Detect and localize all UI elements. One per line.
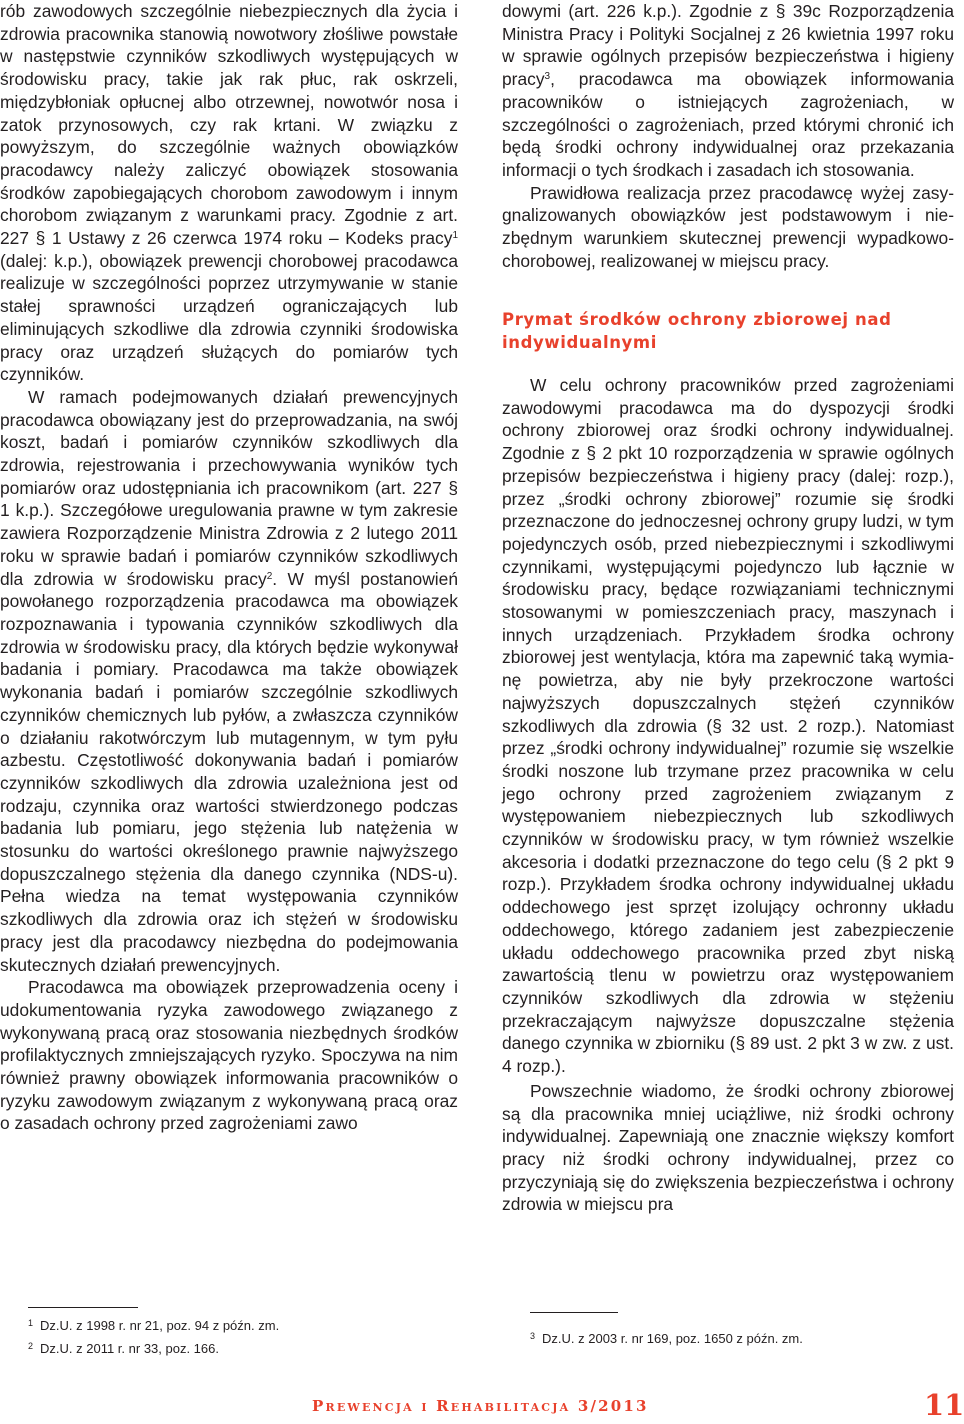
- footnotes-right: [530, 1326, 950, 1349]
- paragraph: [0, 0, 458, 386]
- footnote-text: Dz.U. z 1998 r. nr 21, poz. 94 z późn. zm.: [40, 1318, 280, 1333]
- paragraph: [502, 0, 954, 182]
- footnote-rule-right: [530, 1312, 618, 1313]
- journal-title: Prewencja i Rehabilitacja 3/2013: [312, 1397, 649, 1415]
- footnote-mark: 3: [530, 1331, 536, 1341]
- paragraph: Prawidłowa realizacja przez pracodawcę wyżej zasygnalizowanych obowiązków jest podstawowym i niezbędnym warunkiem skutecznej prewencji wypadkowo-chorobowej, realizowanej w miejscu pracy.: [502, 182, 954, 271]
- footnote-mark: 2: [28, 1341, 34, 1351]
- footnote-text: Dz.U. z 2011 r. nr 33, poz. 166.: [40, 1341, 219, 1356]
- paragraph: W celu ochrony pracowników przed zagrożeniami zawodowymi pracodawca ma do dyspozycji środki ochrony zbiorowej oraz środki ochrony indywidualnej. Zgodnie z § 2 pkt 10 rozporządzenia w sprawie ogólnych przepisów bezpieczeństwa i higieny pracy (dalej: rozp.), przez „środki ochrony zbiorowej” rozumie się środki przeznaczone do jednoczesnej ochrony grupy ludzi, w tym pojedynczych osób, przed niebezpiecznymi i szkodliwymi czynnikami, występującymi pojedynczo lub łącznie w środowisku pracy, będące rozwiązaniami technicznymi stosowanymi w pomieszczeniach pracy, maszynach i innych urządzeniach. Przykładem środka ochrony zbiorowej jest wentylacja, która ma zapewnić taką wymianę powietrza, aby nie były przekroczone wartości najwyższych dopuszczalnych stężeń czynników szkodliwych dla zdrowia (§ 32 ust. 2 rozp.). Natomiast przez „środki ochrony indywidualnej” rozumie się wszelkie środki noszone lub trzymane przez pracownika w celu jego ochrony przed zagrożeniem związanym z występowaniem niebezpiecznych lub szkodliwych czynników w środowisku pracy, w tym również wszelkie akcesoria i dodatki przeznaczone do tego celu (§ 2 pkt 9 rozp.). Przykładem środka ochrony indywidualnej układu oddechowego jest sprzęt izolujący ochronny układu oddechowego, którego zadaniem jest zabezpieczenie układu oddechowego pracownika przed zbyt niską zawartością tlenu w powietrzu oraz występowaniem czynników szkodliwych dla zdrowia w stężeniu przekraczającym najwyższe dopuszczalne stężenia danego czynnika w zbiorniku (§ 89 ust. 2 pkt 3 w zw. z ust. 4 rozp.).: [502, 375, 954, 1077]
- paragraph-text: (dalej: k.p.), obowiązek prewencji chorobowej pracodawca realizuje w szczególności poprzez utrzymywanie w stanie stałej sprawności urządzeń ograniczających lub eliminujących szkodliwe dla zdrowia czynniki środowiska pracy oraz urządzeń służących do pomiarów tych czynników.: [0, 250, 458, 385]
- paragraph-text: rób zawodowych szczególnie niebezpiecznych dla życia i zdrowia pracownika stanowią nowotwory złośliwe powstałe w następstwie czynników szkodliwych występujących w środowisku pracy, takie jak rak płuc, rak oskrzeli, międzybłoniak opłucnej albo otrzewnej, nowotwór nosa i zatok przynosowych, czy rak krtani. W związku z powyższym, do szczególnie ważnych obowiązków pracodawcy należy zaliczyć obowiązek stosowania środków zapobiegających chorobom zawodowym i innym chorobom związanym z warunkami pracy. Zgodnie z art. 227 § 1 Ustawy z 26 czerwca 1974 roku – Kodeks pracy: [0, 1, 458, 249]
- footnote-ref-2: 2: [266, 570, 273, 582]
- right-column-top: [502, 0, 954, 272]
- right-column-bottom: [502, 374, 954, 1216]
- paragraph-text: dowymi (art. 226 k.p.). Zgodnie z § 39c Rozporządzenia Ministra Pracy i Polityki Socjalnej z 26 kwietnia 1997 roku w sprawie ogólnych przepisów bezpieczeństwa i higieny pracy: [502, 1, 954, 90]
- page-number: 11: [924, 1388, 964, 1422]
- paragraph-text: W ramach podejmowanych działań prewencyjnych pracodawca obowiązany jest do przeprowadzania, na swój koszt, badań i pomiarów czynników szkodliwych dla zdrowia, rejestrowania i przechowywania wyników tych pomiarów oraz udostępniania ich pracownikom (art. 227 § 1 k.p.). Szczegółowe uregulowania prawne w tym zakresie zawiera Rozporządzenie Ministra Zdrowia z 2 lutego 2011 roku w sprawie badań i pomiarów czynników szkodliwych dla zdrowia w środowisku pracy: [0, 386, 458, 589]
- paragraph-text: , pracodawca ma obowiązek informowania pracowników o istniejących zagrożeniach, w szczególności o zagrożeniach, przed którymi chronić ich będą środki ochrony indywidualnej oraz przekazania informacji o tych środkach i zasadach ich stosowania.: [502, 69, 954, 180]
- page-footer: [0, 1388, 964, 1424]
- footnote-3: [530, 1326, 950, 1349]
- paragraph: Powszechnie wiadomo, że środki ochrony zbiorowej są dla pracownika mniej uciążliwe, niż środki ochrony indywidualnej. Zapewniają one znacznie większy komfort pracy niż środki ochrony indywidualnej, przez co przyczyniają się do zwiększenia bezpieczeństwa i ochrony zdrowia w miejscu pra: [502, 1080, 954, 1215]
- footnote-2: [28, 1336, 448, 1359]
- footnote-mark: 1: [28, 1318, 34, 1328]
- section-heading: Prymat środków ochrony zbiorowej nad indywidualnymi: [502, 310, 892, 352]
- footnote-ref-1: 1: [452, 230, 458, 242]
- paragraph-text: . W myśl postanowień powołanego rozporządzenia pracodawca ma obowiązek rozpoznawania i typowania czynników szkodliwych dla zdrowia w środowisku pracy, dla których będzie wykonywał badania i pomiary. Pracodawca ma także obowiązek wykonania badań i pomiarów szczególnie szkodliwych czynników chemicznych lub pyłów, a zwłaszcza czynników o działaniu rakotwórczym lub mutagennym, w tym pyłu azbestu. Częstotliwość dokonywania badań i pomiarów czynników szkodliwych dla zdrowia uzależniona jest od rodzaju, czynnika oraz wartości stwierdzonego podczas badania lub pomiaru, jego stężenia lub natężenia w stosunku do wartości określonego prawnie najwyższego dopuszczalnego stężenia dla danego czynnika (NDS-u). Pełna wiedza na temat występowania czynników szkodliwych dla zdrowia oraz ich stężeń w środowisku pracy jest dla pracodawcy niezbędna do podejmowania skutecznych działań prewencyjnych.: [0, 568, 458, 975]
- footnote-text: Dz.U. z 2003 r. nr 169, poz. 1650 z późn. zm.: [542, 1331, 803, 1346]
- paragraph: [0, 386, 458, 976]
- paragraph: Pracodawca ma obowiązek przeprowadzenia oceny i udokumentowania ryzyka zawodowego związanego z wykonywaną pracą oraz stosowania niezbędnych środków profilaktycznych zmniejszających ryzyko. Spoczywa na nim również prawny obowiązek informowania pracowników o ryzyku zawodowym związanym z wykonywaną pracą oraz o zasadach ochrony przed zagrożeniami zawo: [0, 977, 458, 1134]
- footnotes-left: [28, 1313, 448, 1359]
- footnote-ref-3: 3: [544, 71, 551, 83]
- footnote-rule-left: [28, 1307, 138, 1308]
- left-column: [0, 0, 458, 1135]
- footnote-1: [28, 1313, 448, 1336]
